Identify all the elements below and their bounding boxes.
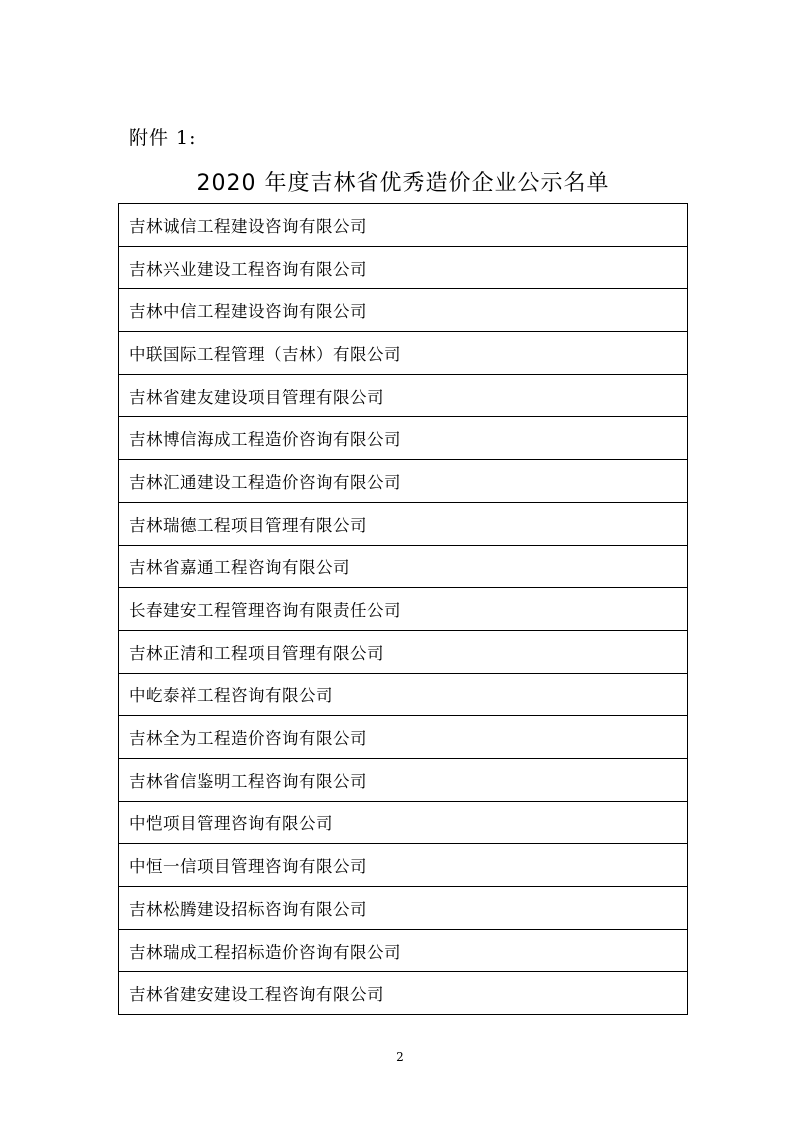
company-name-cell: 长春建安工程管理咨询有限责任公司 (119, 588, 688, 631)
table-row (119, 887, 688, 930)
company-name-cell: 吉林瑞成工程招标造价咨询有限公司 (119, 929, 688, 972)
table-row (119, 929, 688, 972)
table-row (119, 374, 688, 417)
company-name-cell: 吉林瑞德工程项目管理有限公司 (119, 502, 688, 545)
company-name-cell: 中恺项目管理咨询有限公司 (119, 801, 688, 844)
company-name-cell: 吉林汇通建设工程造价咨询有限公司 (119, 460, 688, 503)
company-name-cell: 吉林诚信工程建设咨询有限公司 (119, 204, 688, 247)
table-row (119, 844, 688, 887)
company-name-cell: 吉林正清和工程项目管理有限公司 (119, 630, 688, 673)
company-name-cell: 吉林省嘉通工程咨询有限公司 (119, 545, 688, 588)
company-name-cell: 吉林省信鉴明工程咨询有限公司 (119, 758, 688, 801)
table-row (119, 502, 688, 545)
table-row (119, 289, 688, 332)
page-title: 2020 年度吉林省优秀造价企业公示名单 (196, 171, 610, 196)
company-list-table (118, 203, 688, 1015)
table-row (119, 417, 688, 460)
table-row (119, 332, 688, 375)
table-row (119, 801, 688, 844)
company-name-cell: 吉林松腾建设招标咨询有限公司 (119, 887, 688, 930)
table-row (119, 716, 688, 759)
company-name-cell: 吉林兴业建设工程咨询有限公司 (119, 246, 688, 289)
company-name-cell: 吉林省建友建设项目管理有限公司 (119, 374, 688, 417)
page-number: 2 (396, 1050, 404, 1064)
company-name-cell: 吉林全为工程造价咨询有限公司 (119, 716, 688, 759)
company-name-cell: 中联国际工程管理（吉林）有限公司 (119, 332, 688, 375)
company-name-cell: 吉林省建安建设工程咨询有限公司 (119, 972, 688, 1015)
company-name-cell: 吉林博信海成工程造价咨询有限公司 (119, 417, 688, 460)
table-row (119, 460, 688, 503)
company-name-cell: 中恒一信项目管理咨询有限公司 (119, 844, 688, 887)
table-row (119, 972, 688, 1015)
company-name-cell: 中屹泰祥工程咨询有限公司 (119, 673, 688, 716)
table-row (119, 204, 688, 247)
table-row (119, 588, 688, 631)
table-row (119, 545, 688, 588)
company-name-cell: 吉林中信工程建设咨询有限公司 (119, 289, 688, 332)
table-row (119, 758, 688, 801)
table-row (119, 673, 688, 716)
table-row (119, 246, 688, 289)
attachment-label: 附件 1: (129, 127, 197, 149)
table-row (119, 630, 688, 673)
